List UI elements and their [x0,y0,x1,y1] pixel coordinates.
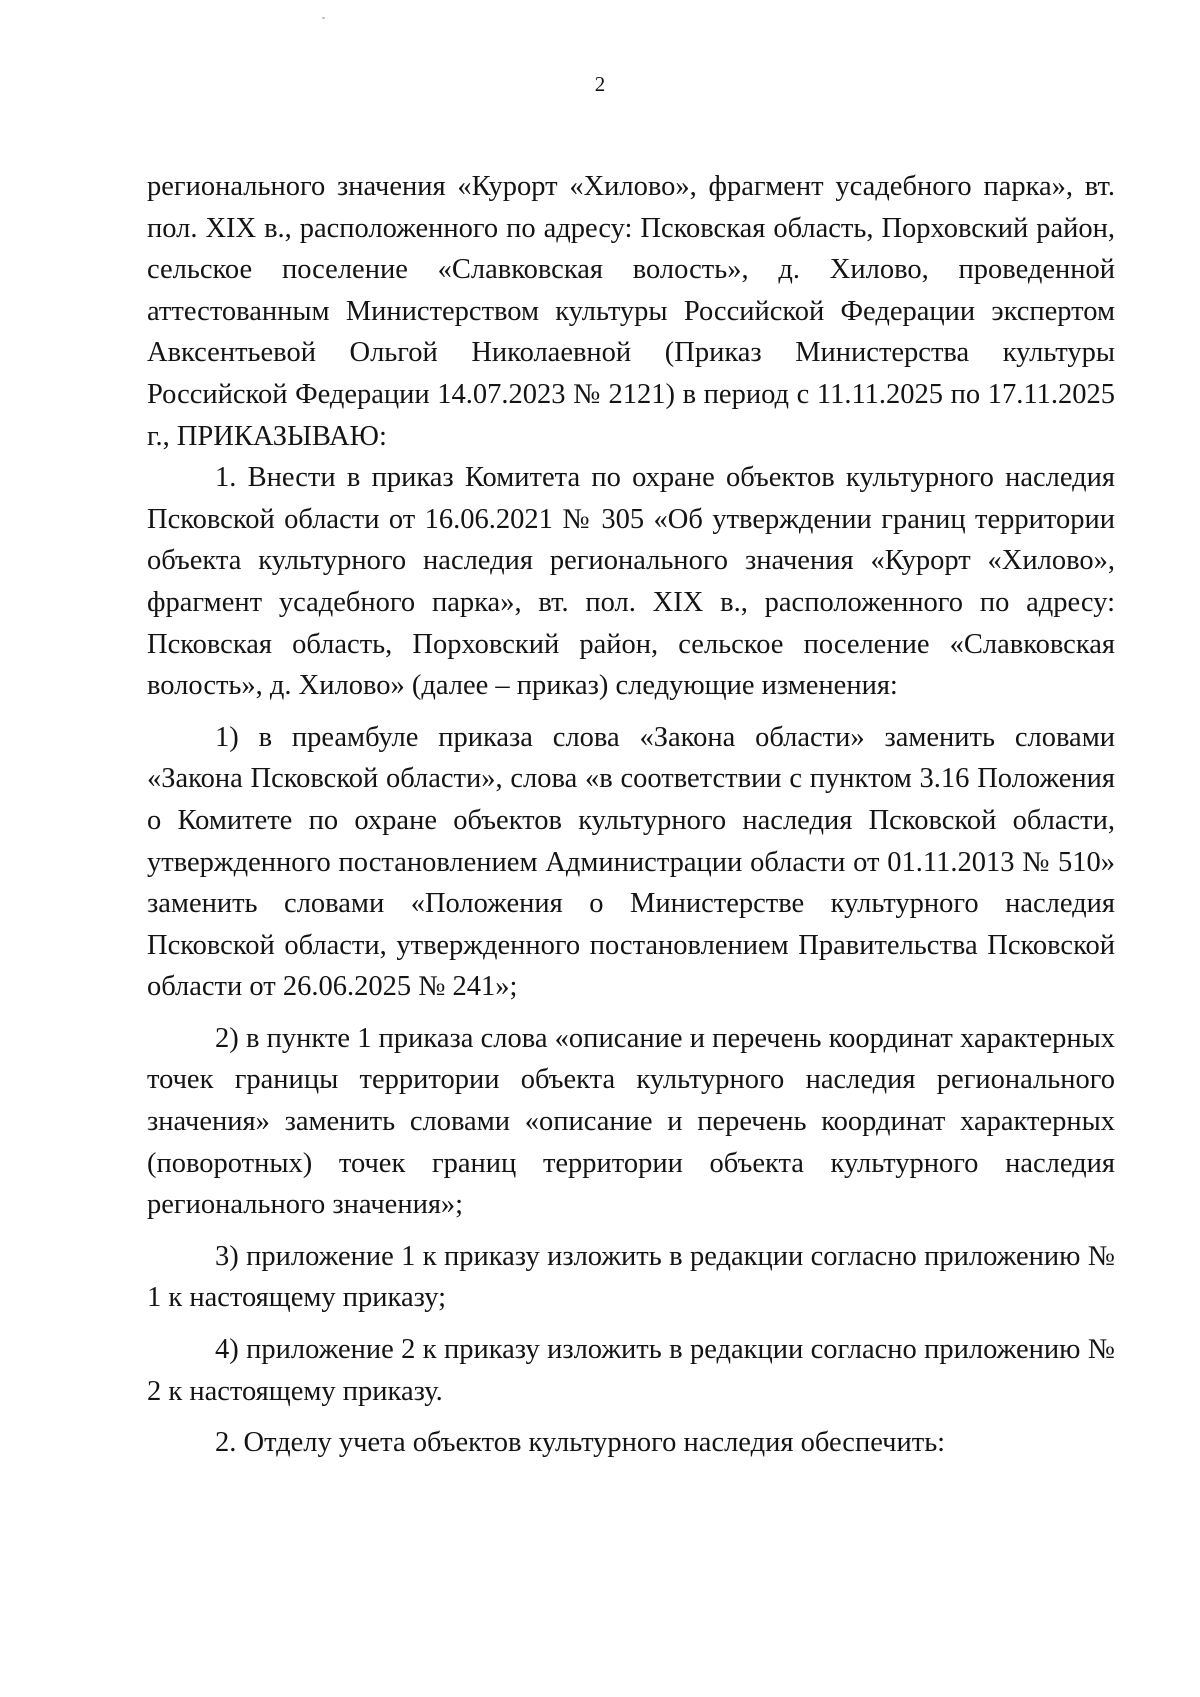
paragraph-subitem-2: 2) в пункте 1 приказа слова «описание и перечень координат характерных точек границы территории объекта культурного наследия регионального значения» заменить словами «описание и перечень координат характерных (поворотных) точек границ территории объекта культурного наследия регионального значения»; [147,1022,1115,1221]
paragraph-subitem-1: 1) в преамбуле приказа слова «Закона области» заменить словами «Закона Псковской области», слова «в соответствии с пунктом 3.16 Положения о Комитете по охране объектов культурного наследия Псковской области, утвержденного постановлением Администрации области от 01.11.2013 № 510» заменить словами «Положения о Министерстве культурного наследия Псковской области, утвержденного постановлением Правительства Псковской области от 26.06.2025 № 241»; [147,721,1115,1003]
document-body [147,166,1115,1464]
paragraph-subitem-4: 4) приложение 2 к приказу изложить в редакции согласно приложению № 2 к настоящему приказу. [147,1334,1115,1407]
scan-speck [322,17,325,19]
page-number: 2 [594,72,606,96]
paragraph-item-1: 1. Внести в приказ Комитета по охране объектов культурного наследия Псковской области от 16.06.2021 № 305 «Об утверждении границ территории объекта культурного наследия регионального значения «Курорт «Хилово», фрагмент усадебного парка», вт. пол. XIX в., расположенного по адресу: Псковская область, Порховский район, сельское поселение «Славковская волость», д. Хилово» (далее – приказ) следующие изменения: [147,462,1115,702]
paragraph-item-2: 2. Отделу учета объектов культурного наследия обеспечить: [215,1427,946,1459]
paragraph-subitem-3: 3) приложение 1 к приказу изложить в редакции согласно приложению № 1 к настоящему приказу; [147,1240,1115,1314]
paragraph-preamble-continuation: регионального значения «Курорт «Хилово», фрагмент усадебного парка», вт. пол. XIX в., расположенного по адресу: Псковская область, Порховский район, сельское поселение «Славковская волость», д. Хилово, проведенной аттестованным Министерством культуры Российской Федерации экспертом Авксентьевой Ольгой Николаевной (Приказ Министерства культуры Российской Федерации 14.07.2023 № 2121) в период с 11.11.2025 по 17.11.2025 г., ПРИКАЗЫВАЮ: [147,171,1115,452]
